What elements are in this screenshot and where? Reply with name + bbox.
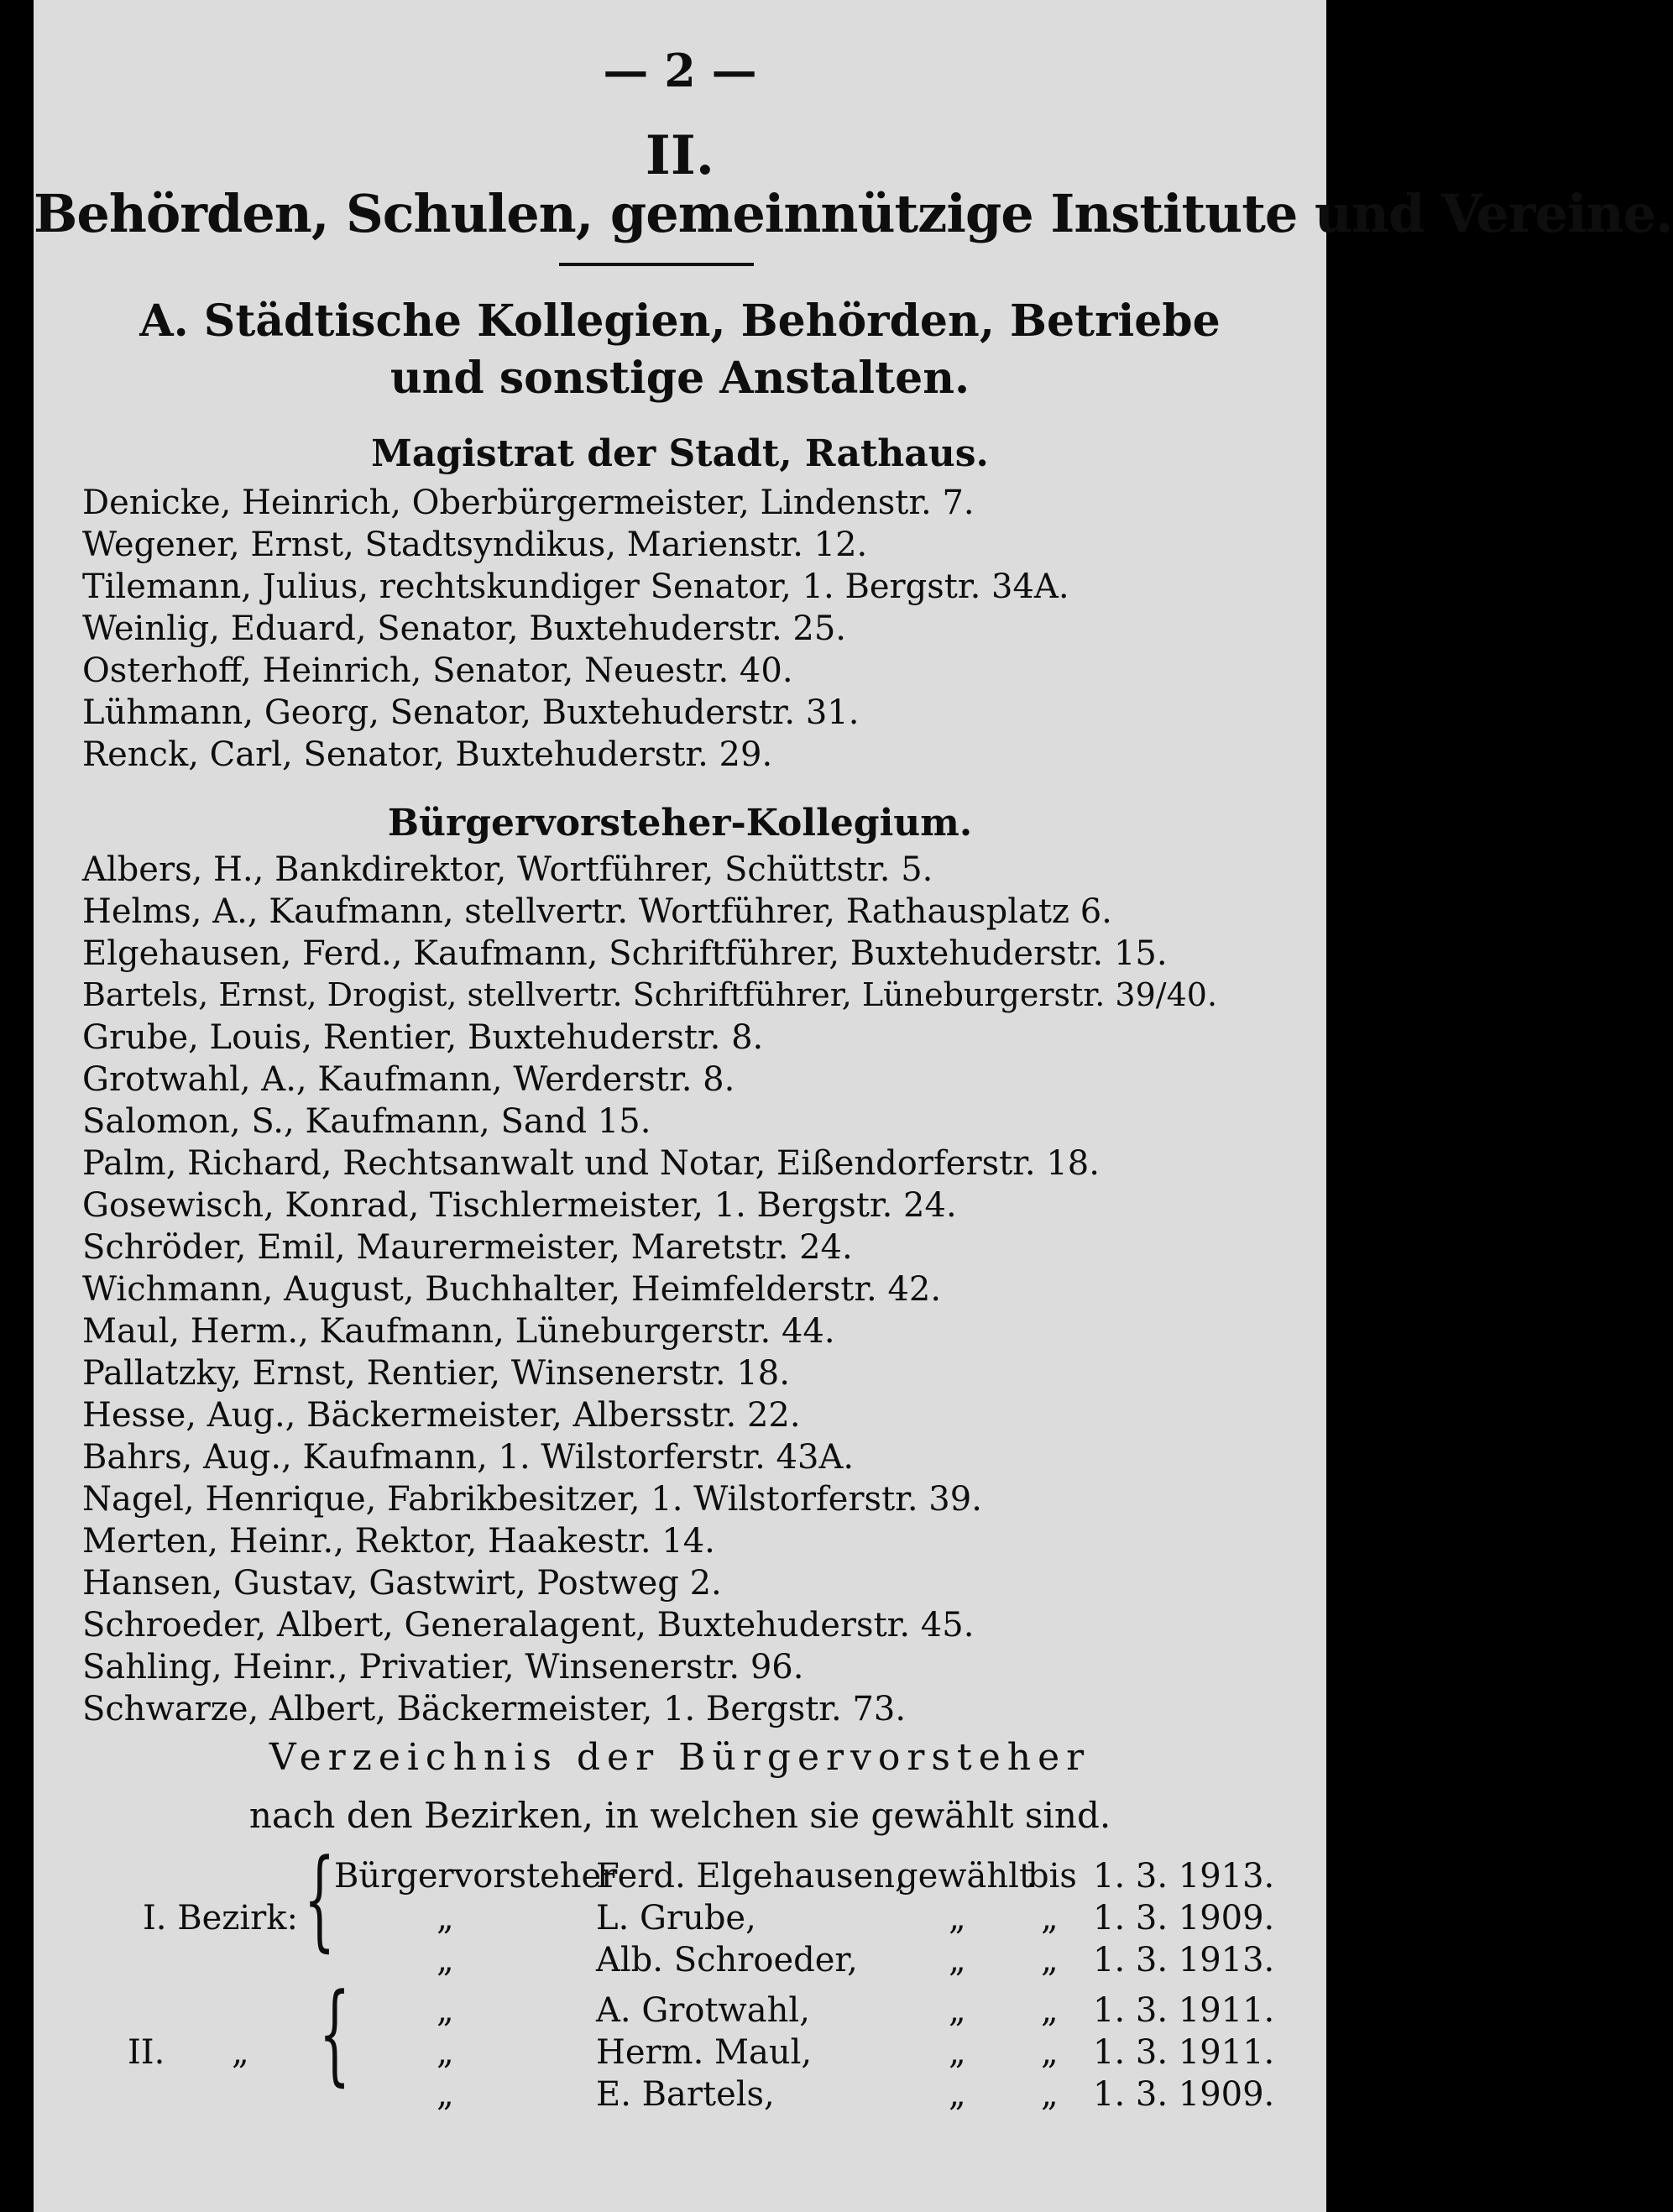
divider-rule bbox=[559, 263, 754, 266]
magistrat-entry: Osterhoff, Heinrich, Senator, Neuestr. 40. bbox=[82, 651, 793, 690]
until-cell: „ bbox=[1041, 1991, 1059, 2030]
kollegium-entry: Hesse, Aug., Bäckermeister, Albersstr. 22. bbox=[82, 1396, 801, 1435]
date-cell: 1. 3. 1909. bbox=[1093, 1899, 1275, 1937]
district-label-ditto: „ bbox=[232, 2033, 249, 2072]
kollegium-entry: Helms, A., Kaufmann, stellvertr. Wortführer, Rathausplatz 6. bbox=[82, 892, 1112, 931]
kollegium-entry: Bahrs, Aug., Kaufmann, 1. Wilstorferstr. 43A. bbox=[82, 1438, 855, 1477]
date-cell: 1. 3. 1913. bbox=[1093, 1857, 1275, 1896]
district-brace: { bbox=[319, 1969, 351, 2097]
kollegium-entry: Schröder, Emil, Maurermeister, Maretstr. 24. bbox=[82, 1228, 853, 1267]
name-cell: E. Bartels, bbox=[596, 2075, 775, 2114]
elected-cell: „ bbox=[949, 1899, 966, 1937]
elected-cell: „ bbox=[949, 2033, 966, 2072]
verzeichnis-title: Verzeichnis der Bürgervorsteher bbox=[269, 1736, 1091, 1779]
kollegium-entry: Schroeder, Albert, Generalagent, Buxtehuderstr. 45. bbox=[82, 1606, 975, 1645]
kollegium-entry: Wichmann, August, Buchhalter, Heimfelderstr. 42. bbox=[82, 1270, 942, 1309]
kollegium-entry: Maul, Herm., Kaufmann, Lüneburgerstr. 44. bbox=[82, 1312, 835, 1351]
role-cell: Bürgervorsteher bbox=[334, 1857, 618, 1896]
district-brace: { bbox=[304, 1835, 336, 1963]
elected-cell: „ bbox=[949, 2075, 966, 2114]
subheading-line-1: A. Städtische Kollegien, Behörden, Betriebe bbox=[139, 295, 1221, 347]
kollegium-entry: Salomon, S., Kaufmann, Sand 15. bbox=[82, 1102, 651, 1141]
district-label: I. Bezirk: bbox=[143, 1899, 298, 1937]
kollegium-entry: Elgehausen, Ferd., Kaufmann, Schriftführer, Buxtehuderstr. 15. bbox=[82, 934, 1168, 973]
role-cell: „ bbox=[437, 1991, 454, 2030]
kollegium-entry: Bartels, Ernst, Drogist, stellvertr. Schriftführer, Lüneburgerstr. 39/40. bbox=[82, 976, 1218, 1013]
until-cell: „ bbox=[1041, 1899, 1059, 1937]
name-cell: Alb. Schroeder, bbox=[596, 1941, 858, 1979]
kollegium-entry: Nagel, Henrique, Fabrikbesitzer, 1. Wilstorferstr. 39. bbox=[82, 1480, 982, 1519]
document-page bbox=[34, 0, 1673, 2212]
magistrat-title: Magistrat der Stadt, Rathaus. bbox=[371, 432, 989, 475]
until-cell: „ bbox=[1041, 2075, 1059, 2114]
magistrat-entry: Tilemann, Julius, rechtskundiger Senator, 1. Bergstr. 34A. bbox=[82, 567, 1069, 606]
kollegium-entry: Schwarze, Albert, Bäckermeister, 1. Bergstr. 73. bbox=[82, 1690, 907, 1728]
kollegium-entry: Grube, Louis, Rentier, Buxtehuderstr. 8. bbox=[82, 1018, 764, 1057]
elected-cell: „ bbox=[949, 1941, 966, 1979]
date-cell: 1. 3. 1911. bbox=[1093, 1991, 1275, 2030]
kollegium-entry: Palm, Richard, Rechtsanwalt und Notar, Eißendorferstr. 18. bbox=[82, 1144, 1100, 1183]
section-number: II. bbox=[645, 124, 715, 187]
date-cell: 1. 3. 1913. bbox=[1093, 1941, 1275, 1979]
name-cell: Ferd. Elgehausen, bbox=[596, 1857, 906, 1896]
kollegium-entry: Gosewisch, Konrad, Tischlermeister, 1. Bergstr. 24. bbox=[82, 1186, 957, 1225]
magistrat-entry: Wegener, Ernst, Stadtsyndikus, Marienstr. 12. bbox=[82, 526, 868, 564]
kollegium-entry: Merten, Heinr., Rektor, Haakestr. 14. bbox=[82, 1522, 715, 1561]
kollegium-title: Bürgervorsteher-Kollegium. bbox=[387, 802, 973, 845]
until-cell: „ bbox=[1041, 1941, 1059, 1979]
name-cell: A. Grotwahl, bbox=[596, 1991, 810, 2030]
magistrat-entry: Denicke, Heinrich, Oberbürgermeister, Lindenstr. 7. bbox=[82, 484, 975, 522]
main-heading: Behörden, Schulen, gemeinnützige Institute und Vereine. bbox=[34, 183, 1673, 244]
magistrat-entry: Lühmann, Georg, Senator, Buxtehuderstr. 31. bbox=[82, 693, 860, 732]
kollegium-entry: Albers, H., Bankdirektor, Wortführer, Schüttstr. 5. bbox=[82, 850, 933, 889]
role-cell: „ bbox=[437, 1899, 454, 1937]
kollegium-entry: Grotwahl, A., Kaufmann, Werderstr. 8. bbox=[82, 1060, 735, 1099]
page-number: — 2 — bbox=[603, 44, 757, 97]
verzeichnis-subtitle: nach den Bezirken, in welchen sie gewählt sind. bbox=[248, 1795, 1111, 1836]
date-cell: 1. 3. 1911. bbox=[1093, 2033, 1275, 2072]
elected-cell: gewählt bbox=[897, 1857, 1033, 1896]
subheading-line-2: und sonstige Anstalten. bbox=[389, 353, 970, 404]
role-cell: „ bbox=[437, 2033, 454, 2072]
role-cell: „ bbox=[437, 1941, 454, 1979]
name-cell: L. Grube, bbox=[596, 1899, 756, 1937]
magistrat-entry: Renck, Carl, Senator, Buxtehuderstr. 29. bbox=[82, 735, 773, 774]
name-cell: Herm. Maul, bbox=[596, 2033, 813, 2072]
elected-cell: „ bbox=[949, 1991, 966, 2030]
until-cell: bis bbox=[1027, 1857, 1077, 1896]
kollegium-entry: Pallatzky, Ernst, Rentier, Winsenerstr. 18. bbox=[82, 1354, 790, 1393]
date-cell: 1. 3. 1909. bbox=[1093, 2075, 1275, 2114]
magistrat-entry: Weinlig, Eduard, Senator, Buxtehuderstr. 25. bbox=[82, 609, 847, 648]
kollegium-entry: Sahling, Heinr., Privatier, Winsenerstr. 96. bbox=[82, 1648, 804, 1686]
role-cell: „ bbox=[437, 2075, 454, 2114]
district-label: II. bbox=[128, 2033, 165, 2072]
kollegium-entry: Hansen, Gustav, Gastwirt, Postweg 2. bbox=[82, 1564, 722, 1603]
until-cell: „ bbox=[1041, 2033, 1059, 2072]
